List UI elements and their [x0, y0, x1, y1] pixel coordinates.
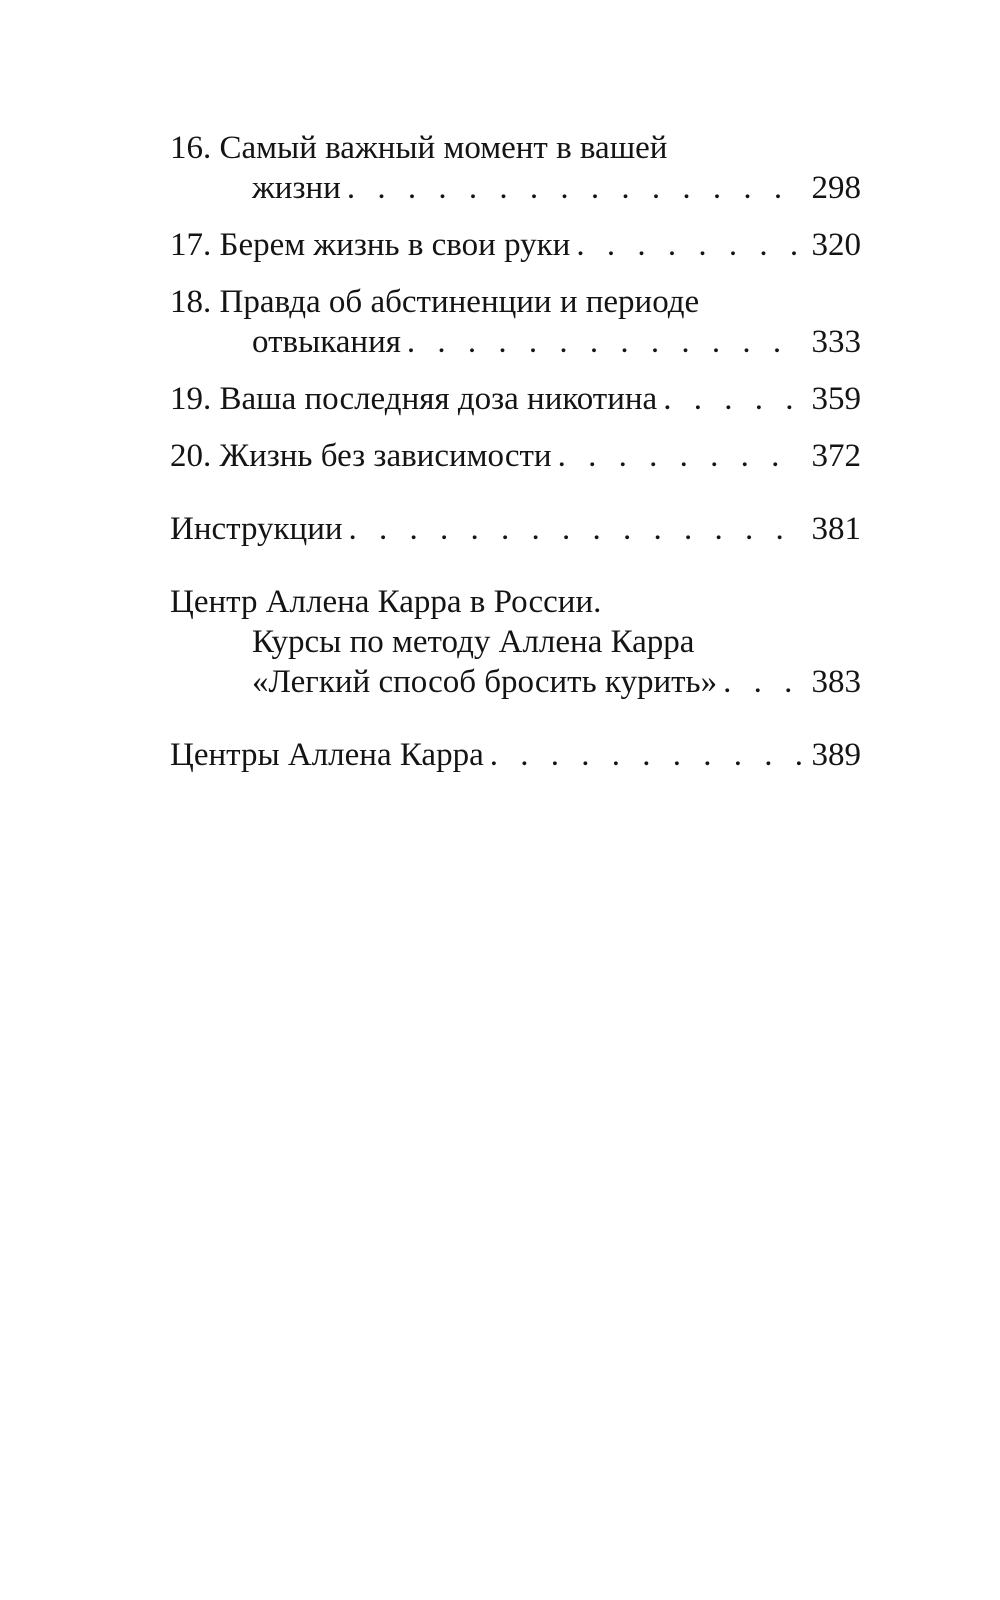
dot-leader — [576, 225, 801, 265]
table-of-contents — [170, 128, 861, 775]
toc-entry-16[interactable] — [170, 128, 861, 208]
toc-title: 16. Самый важный момент в вашей — [170, 130, 668, 166]
toc-title-continuation: «Легкий способ бросить курить» — [252, 664, 718, 700]
toc-page-number: 381 — [811, 511, 861, 547]
toc-title: 17. Берем жизнь в свои руки — [170, 227, 571, 263]
dot-leader — [558, 436, 802, 476]
toc-title: 19. Ваша последняя доза никотина — [170, 381, 658, 417]
toc-title: Центр Аллена Карра в России. — [170, 584, 602, 620]
toc-page-number: 389 — [811, 737, 861, 773]
dot-leader — [663, 379, 801, 419]
toc-title: 20. Жизнь без зависимости — [170, 438, 552, 474]
toc-entry-20[interactable] — [170, 436, 861, 476]
toc-page-number: 383 — [811, 664, 861, 700]
toc-entry-17[interactable] — [170, 225, 861, 265]
toc-title: Центры Аллена Карра — [170, 737, 484, 773]
dot-leader — [723, 662, 801, 702]
toc-title: 18. Правда об абстиненции и периоде — [170, 284, 700, 320]
toc-page-number: 320 — [811, 227, 861, 263]
toc-title-continuation: отвыкания — [252, 324, 401, 360]
toc-title-continuation: жизни — [252, 170, 341, 206]
toc-title: Инструкции — [170, 511, 343, 547]
toc-entry-center-russia[interactable] — [170, 582, 861, 702]
dot-leader — [347, 168, 802, 208]
toc-page-number: 359 — [811, 381, 861, 417]
toc-page-number: 333 — [811, 324, 861, 360]
toc-page-number: 298 — [811, 170, 861, 206]
dot-leader — [490, 735, 802, 775]
toc-page-number: 372 — [811, 438, 861, 474]
dot-leader — [349, 509, 802, 549]
toc-title-continuation: Курсы по методу Аллена Карра — [252, 624, 695, 660]
toc-entry-19[interactable] — [170, 379, 861, 419]
toc-entry-centers[interactable] — [170, 735, 861, 775]
toc-entry-instructions[interactable] — [170, 509, 861, 549]
toc-entry-18[interactable] — [170, 282, 861, 362]
dot-leader — [407, 322, 802, 362]
